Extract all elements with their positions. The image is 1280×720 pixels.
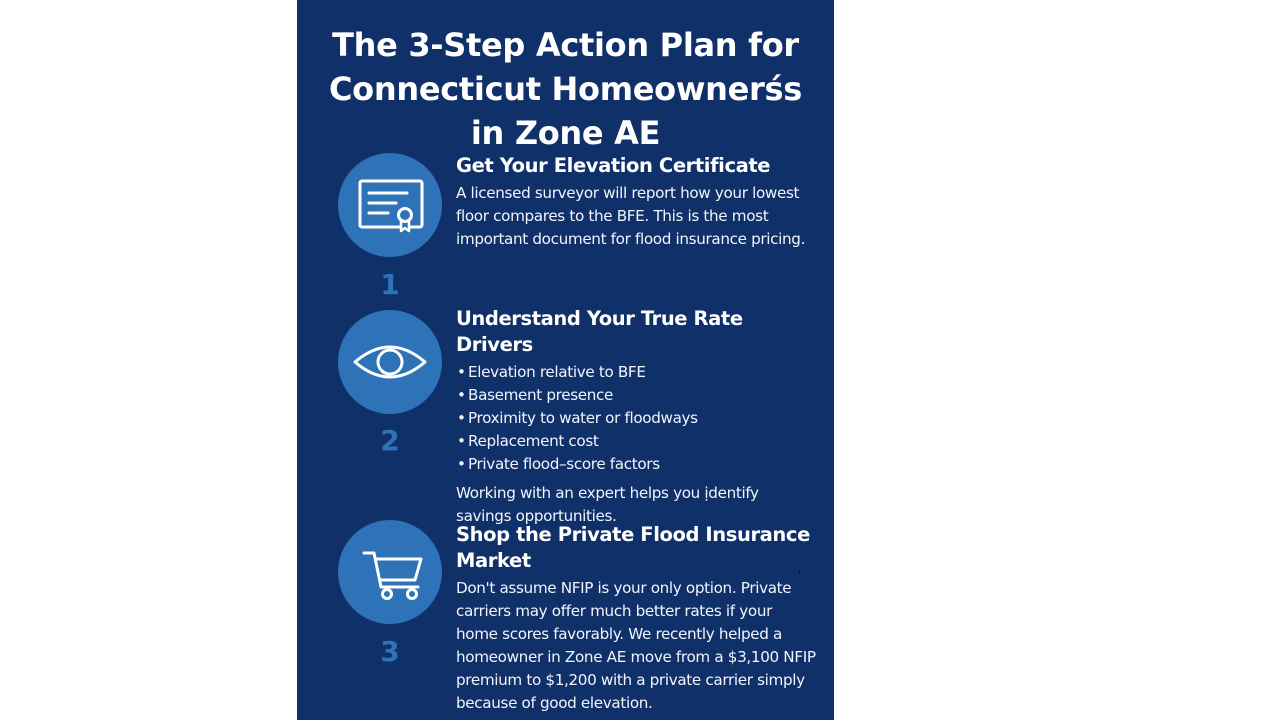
step-2-number: 2 — [380, 424, 400, 457]
step-3-content — [456, 522, 816, 715]
list-item — [456, 361, 816, 384]
step-1-content — [456, 153, 816, 251]
list-item-label: Elevation relative to BFE — [468, 363, 646, 381]
step-2-note: Working with an expert helps you ịdentify savings opportunities. — [456, 484, 759, 525]
list-item — [456, 430, 816, 453]
step-2-icon-circle — [338, 310, 442, 414]
step-3-heading: Shop the Private Flood Insurance Market — [456, 523, 810, 572]
infographic-panel — [297, 0, 834, 720]
bullet-icon: • — [457, 432, 466, 450]
list-item-label: Proximity to water or floodways — [468, 409, 698, 427]
step-1-text: A licensed surveyor will report how your lowest floor compares to the BFE. This is the most important document for flood insurance pricing. — [456, 184, 806, 248]
title-line-3: in Zone AE — [470, 114, 661, 153]
step-1-heading: Get Your Elevation Certificate — [456, 154, 771, 177]
step-3-icon-circle — [338, 520, 442, 624]
step-2-content — [456, 306, 816, 528]
eye-icon — [338, 310, 442, 414]
shopping-cart-icon — [338, 520, 442, 624]
bullet-icon: • — [457, 386, 466, 404]
step-3-number: 3 — [380, 635, 400, 668]
bullet-icon: • — [457, 409, 466, 427]
certificate-icon — [338, 153, 442, 257]
list-item-label: Replacement cost — [468, 432, 599, 450]
list-item — [456, 453, 816, 476]
step-2-heading: Understand Your True Rate Drivers — [456, 307, 743, 356]
bullet-icon: • — [457, 455, 466, 473]
list-item-label: Basement presence — [468, 386, 614, 404]
list-item — [456, 407, 816, 430]
title-line-2: Connecticut Homeownerśs — [329, 70, 802, 109]
rate-drivers-list — [456, 361, 816, 476]
step-1-icon-circle — [338, 153, 442, 257]
bullet-icon: • — [457, 363, 466, 381]
list-item-label: Private flood–score factors — [468, 455, 660, 473]
stray-mark: , — [798, 564, 802, 575]
step-1-number: 1 — [380, 268, 400, 301]
infographic-title — [297, 23, 834, 155]
list-item — [456, 384, 816, 407]
title-line-1: The 3-Step Action Plan for — [332, 26, 799, 65]
step-3-text: Don't assume NFIP is your only option. Private carriers may offer much better rates if your home scores favorably. We recently helped a homeowner in Zone AE move from a $3,100 NFIP premium to $1,200 with a private carrier simply because of good elevation. — [456, 579, 816, 712]
